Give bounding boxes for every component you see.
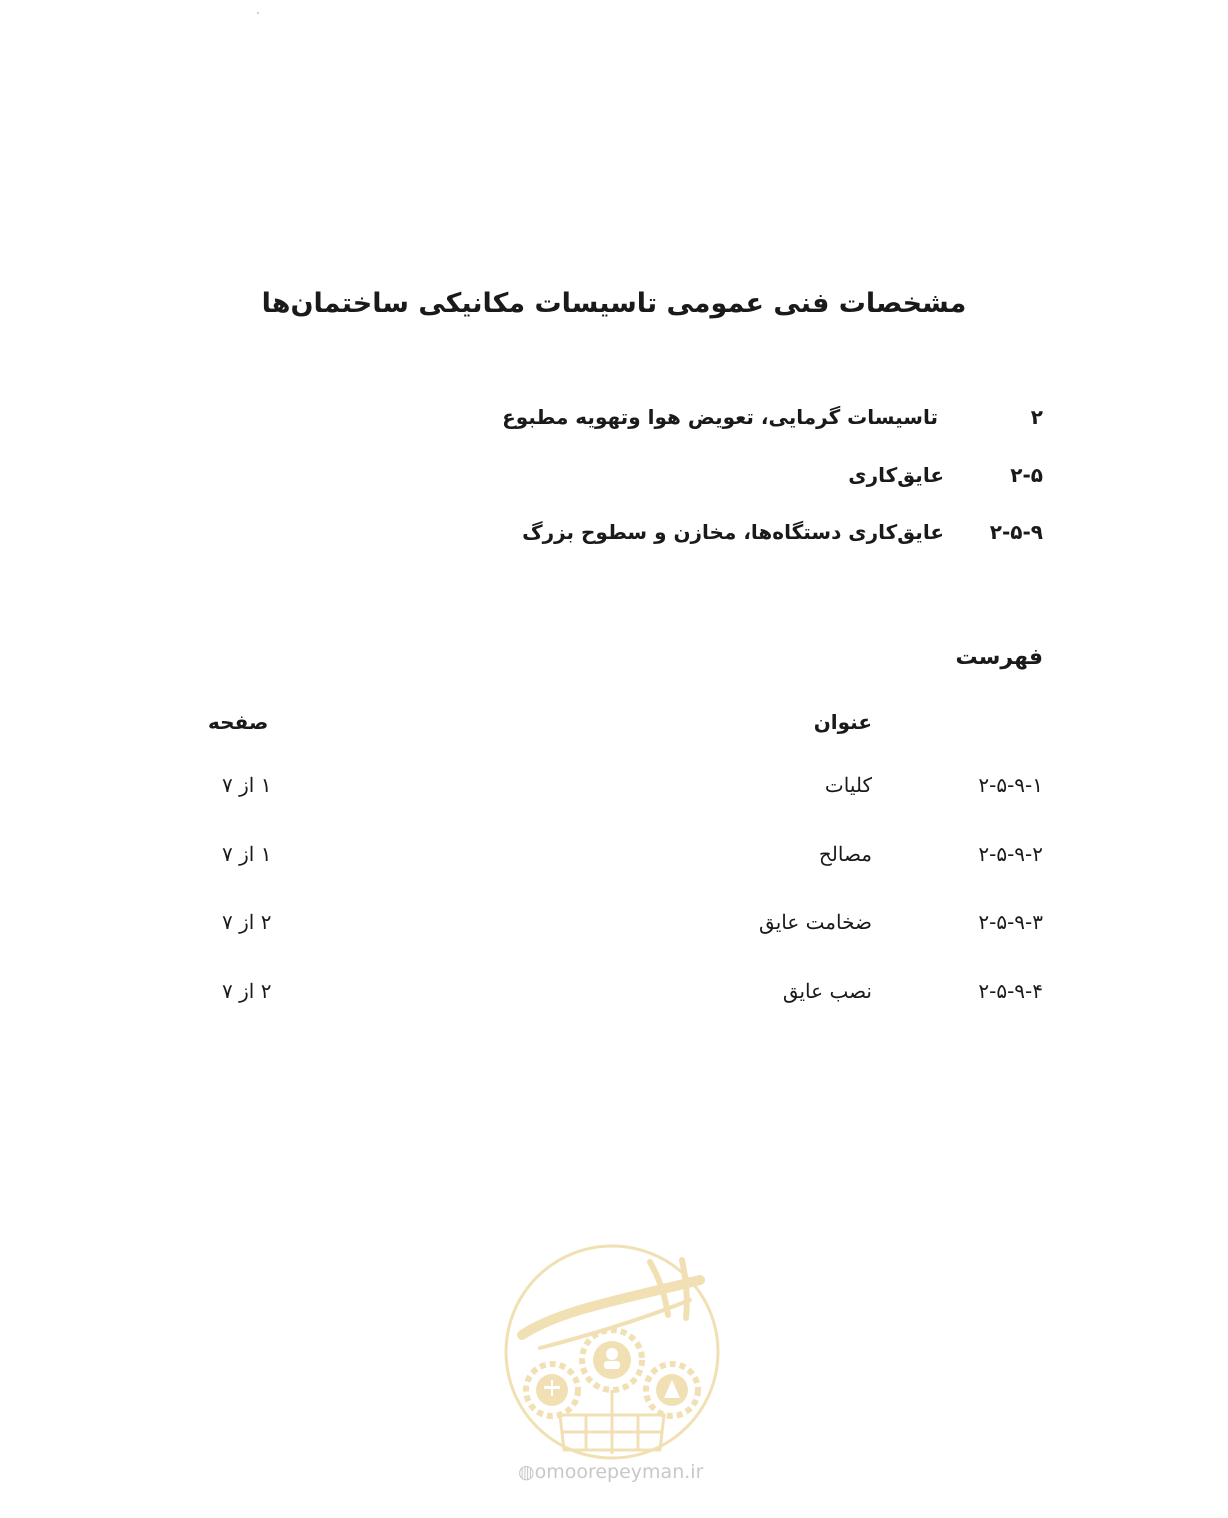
- toc-row[interactable]: [0, 842, 1228, 882]
- document-title: مشخصات فنی عمومی تاسیسات مکانیکی ساختمان‌ها: [261, 288, 967, 319]
- section-heading-text: تاسیسات گرمایی، تعویض هوا وتهویه مطبوع: [502, 405, 938, 429]
- toc-row[interactable]: [0, 910, 1228, 950]
- toc-row[interactable]: [0, 773, 1228, 813]
- subsection-heading: [543, 463, 1043, 495]
- toc-column-title: عنوان: [813, 710, 872, 734]
- subsubsection-heading-text: عایق‌کاری دستگاه‌ها، مخازن و سطوح بزرگ: [522, 520, 944, 544]
- watermark-logo-icon: [500, 1240, 724, 1464]
- globe-icon: ◍: [518, 1461, 535, 1483]
- toc-row-page: ۲ از ۷: [222, 910, 272, 934]
- scan-speck: [257, 12, 259, 14]
- toc-row-number: ۲-۵-۹-۱: [978, 773, 1043, 797]
- subsection-heading-text: عایق‌کاری: [848, 463, 944, 487]
- toc-row-page: ۱ از ۷: [222, 773, 272, 797]
- subsection-heading-number: ۲-۵: [1010, 463, 1043, 487]
- toc-row[interactable]: [0, 979, 1228, 1019]
- subsubsection-heading: [522, 520, 1043, 552]
- toc-row-page: ۱ از ۷: [222, 842, 272, 866]
- toc-row-label: کلیات: [824, 773, 872, 797]
- toc-row-number: ۲-۵-۹-۴: [978, 979, 1043, 1003]
- toc-row-number: ۲-۵-۹-۳: [978, 910, 1043, 934]
- toc-row-number: ۲-۵-۹-۲: [978, 842, 1043, 866]
- watermark-url: ◍omoorepeyman.ir: [518, 1461, 704, 1483]
- toc-column-page: صفحه: [208, 710, 269, 734]
- toc-row-label: ضخامت عایق: [759, 910, 872, 934]
- toc-row-page: ۲ از ۷: [222, 979, 272, 1003]
- toc-title: فهرست: [955, 645, 1043, 670]
- toc-row-label: نصب عایق: [782, 979, 872, 1003]
- subsubsection-heading-number: ۲-۵-۹: [989, 520, 1043, 544]
- toc-row-label: مصالح: [818, 842, 872, 866]
- section-heading: [502, 405, 1043, 437]
- section-heading-number: ۲: [1030, 405, 1043, 429]
